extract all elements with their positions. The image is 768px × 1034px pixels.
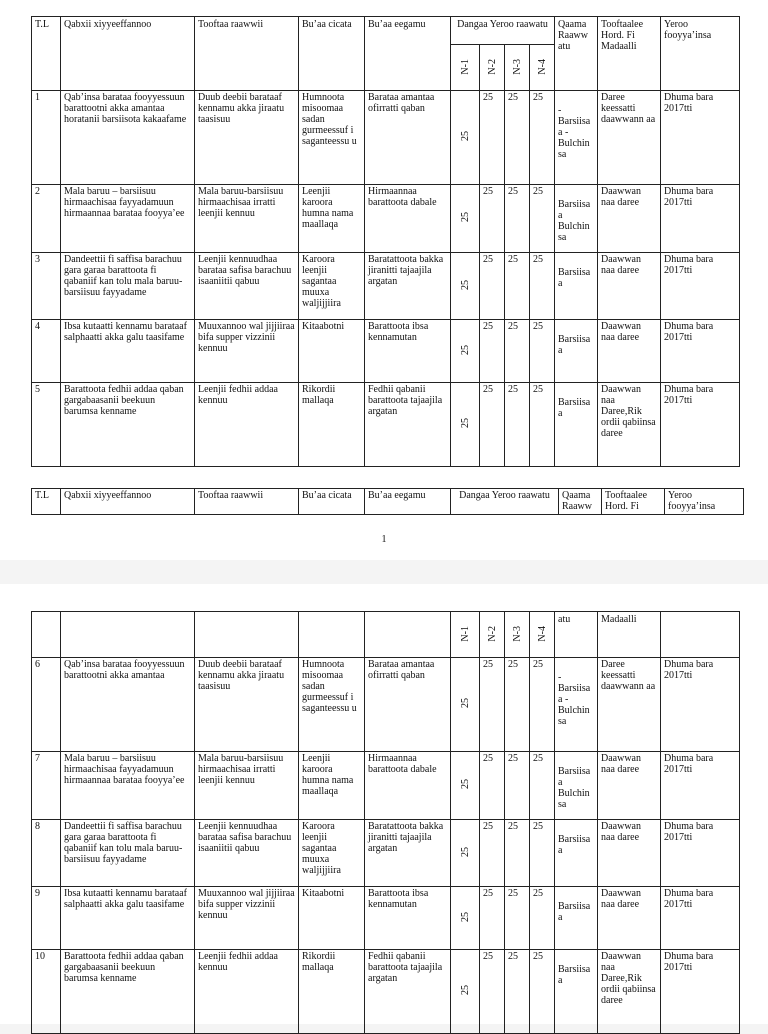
qabxii-cell: Mala baruu – barsiisuu hirmaachisaa fayyadamuun hirmaannaa barataa fooyya’ee xyxy=(61,752,195,820)
tooftaalee-cell: Daawwan naa daree xyxy=(598,887,661,950)
row-number: 3 xyxy=(32,253,61,320)
repeat-dangaa: Dangaa Yeroo raawatu xyxy=(451,489,559,515)
qaama-cell: Barsiisa a xyxy=(555,887,598,950)
cont-tl xyxy=(32,612,61,658)
cont-tooftaa xyxy=(195,612,299,658)
buaa-eegamu-cell: Barataa amantaa ofirratti qaban xyxy=(365,658,451,752)
row-number: 4 xyxy=(32,320,61,383)
repeat-qabxii: Qabxii xiyyeeffannoo xyxy=(61,489,195,515)
tooftaalee-cell: Daawwan naa daree xyxy=(598,820,661,887)
n1-cell xyxy=(451,820,480,887)
repeat-buaa-cicata: Bu’aa cicata xyxy=(299,489,365,515)
tooftaalee-cell: Daawwan naa daree xyxy=(598,320,661,383)
plan-table-header-repeat xyxy=(31,488,744,515)
table-row xyxy=(32,383,740,467)
n1-cell xyxy=(451,950,480,1034)
buaa-eegamu-cell: Hirmaannaa barattoota dabale xyxy=(365,185,451,253)
repeat-tooftaalee: Tooftaalee Hord. Fi xyxy=(602,489,665,515)
tooftaalee-cell: Daawwan naa Daree,Rik ordii qabiinsa daree xyxy=(598,950,661,1034)
tooftaalee-cell: Daawwan naa daree xyxy=(598,752,661,820)
n1-value: 25 xyxy=(459,279,471,290)
repeat-tooftaa: Tooftaa raawwii xyxy=(195,489,299,515)
yeroo-cell: Dhuma bara 2017tti xyxy=(661,185,740,253)
qabxii-cell: Ibsa kutaatti kennamu barataaf salphaatti akka galu taasifame xyxy=(61,887,195,950)
n4-cell: 25 xyxy=(530,752,555,820)
buaa-cicata-cell: Kitaabotni xyxy=(299,320,365,383)
header-n1: N-1 xyxy=(451,45,480,91)
buaa-eegamu-cell: Baratattoota bakka jiranitti tajaajila argatan xyxy=(365,820,451,887)
repeat-qaama: Qaama Raaww xyxy=(559,489,602,515)
n1-value: 25 xyxy=(459,418,471,428)
header-yeroo: Yeroo fooyya’insa xyxy=(661,17,740,91)
n4-cell: 25 xyxy=(530,820,555,887)
yeroo-cell: Dhuma bara 2017tti xyxy=(661,752,740,820)
n1-value: 25 xyxy=(459,779,471,789)
qabxii-cell: Mala baruu – barsiisuu hirmaachisaa fayyadamuun hirmaannaa barataa fooyya’ee xyxy=(61,185,195,253)
buaa-eegamu-cell: Baratattoota bakka jiranitti tajaajila argatan xyxy=(365,253,451,320)
buaa-cicata-cell: Karoora leenjii sagantaa muuxa waljijjiira xyxy=(299,820,365,887)
yeroo-cell: Dhuma bara 2017tti xyxy=(661,887,740,950)
qabxii-cell: Barattoota fedhii addaa qaban gargabaasanii beekuun barumsa kenname xyxy=(61,950,195,1034)
buaa-eegamu-cell: Fedhii qabanii barattoota tajaajila argatan xyxy=(365,383,451,467)
yeroo-cell: Dhuma bara 2017tti xyxy=(661,950,740,1034)
qaama-cell: Barsiisa a xyxy=(555,950,598,1034)
n1-cell xyxy=(451,887,480,950)
row-number: 6 xyxy=(32,658,61,752)
header-tooftaa: Tooftaa raawwii xyxy=(195,17,299,91)
row-number: 9 xyxy=(32,887,61,950)
buaa-eegamu-cell: Barataa amantaa ofirratti qaban xyxy=(365,91,451,185)
tooftaalee-cell: Daawwan naa daree xyxy=(598,253,661,320)
n1-value: 25 xyxy=(459,131,471,141)
header-buaa-cicata: Bu’aa cicata xyxy=(299,17,365,91)
row-number: 7 xyxy=(32,752,61,820)
buaa-cicata-cell: Karoora leenjii sagantaa muuxa waljijjiira xyxy=(299,253,365,320)
n4-cell: 25 xyxy=(530,91,555,185)
n1-cell xyxy=(451,658,480,752)
buaa-eegamu-cell: Fedhii qabanii barattoota tajaajila argatan xyxy=(365,950,451,1034)
cont-buaa-cicata xyxy=(299,612,365,658)
cont-tooftaalee: Madaalli xyxy=(598,612,661,658)
n3-cell: 25 xyxy=(505,91,530,185)
qaama-cell: Barsiisa a Bulchin sa xyxy=(555,752,598,820)
n4-cell: 25 xyxy=(530,185,555,253)
buaa-cicata-cell: Kitaabotni xyxy=(299,887,365,950)
qaama-cell: - Barsiisa a - Bulchin sa xyxy=(555,658,598,752)
n1-cell xyxy=(451,752,480,820)
header-n2: N-2 xyxy=(480,45,505,91)
qabxii-cell: Dandeettii fi saffisa barachuu gara garaa barattoota fi qabaniif kan tolu mala baruu- barsiisuu fayyadame xyxy=(61,253,195,320)
plan-table-page-2 xyxy=(31,611,740,1034)
yeroo-cell: Dhuma bara 2017tti xyxy=(661,91,740,185)
buaa-eegamu-cell: Hirmaannaa barattoota dabale xyxy=(365,752,451,820)
table-row xyxy=(32,887,740,950)
table-row xyxy=(32,950,740,1034)
n4-cell: 25 xyxy=(530,253,555,320)
header-tooftaalee: Tooftaalee Hord. Fi Madaalli xyxy=(598,17,661,91)
qabxii-cell: Qab’insa barataa fooyyessuun barattootni akka amantaa horatanii barsiisota kakaafame xyxy=(61,91,195,185)
n2-cell: 25 xyxy=(480,91,505,185)
n3-cell: 25 xyxy=(505,752,530,820)
tooftaa-cell: Duub deebii barataaf kennamu akka jiraatu taasisuu xyxy=(195,91,299,185)
tooftaalee-cell: Daree keessatti daawwann aa xyxy=(598,91,661,185)
row-number: 10 xyxy=(32,950,61,1034)
repeat-buaa-eegamu: Bu’aa eegamu xyxy=(365,489,451,515)
row-number: 5 xyxy=(32,383,61,467)
n2-cell: 25 xyxy=(480,383,505,467)
header-buaa-eegamu: Bu’aa eegamu xyxy=(365,17,451,91)
tooftaa-cell: Leenjii kennuudhaa barataa safisa barachuu isaaniitii qabuu xyxy=(195,820,299,887)
tooftaa-cell: Leenjii kennuudhaa barataa safisa barachuu isaaniitii qabuu xyxy=(195,253,299,320)
n1-value: 25 xyxy=(459,344,471,355)
n3-cell: 25 xyxy=(505,820,530,887)
n3-cell: 25 xyxy=(505,887,530,950)
table-row xyxy=(32,320,740,383)
n1-cell xyxy=(451,185,480,253)
yeroo-cell: Dhuma bara 2017tti xyxy=(661,820,740,887)
tooftaalee-cell: Daree keessatti daawwann aa xyxy=(598,658,661,752)
qaama-cell: Barsiisa a Bulchin sa xyxy=(555,185,598,253)
qabxii-cell: Qab’insa barataa fooyyessuun barattootni akka amantaa xyxy=(61,658,195,752)
buaa-cicata-cell: Rikordii mallaqa xyxy=(299,950,365,1034)
qabxii-cell: Ibsa kutaatti kennamu barataaf salphaatti akka galu taasifame xyxy=(61,320,195,383)
n3-cell: 25 xyxy=(505,253,530,320)
n1-value: 25 xyxy=(459,846,471,857)
qaama-cell: Barsiisa a xyxy=(555,383,598,467)
n3-cell: 25 xyxy=(505,185,530,253)
cont-yeroo xyxy=(661,612,740,658)
cont-n4: N-4 xyxy=(530,612,555,658)
header-tl: T.L xyxy=(32,17,61,91)
buaa-cicata-cell: Humnoota misoomaa sadan gurmeessuf i saganteessu u xyxy=(299,658,365,752)
table-row xyxy=(32,820,740,887)
n4-cell: 25 xyxy=(530,383,555,467)
cont-n3: N-3 xyxy=(505,612,530,658)
qaama-cell: Barsiisa a xyxy=(555,320,598,383)
n4-cell: 25 xyxy=(530,658,555,752)
n4-cell: 25 xyxy=(530,887,555,950)
n1-cell xyxy=(451,253,480,320)
n1-value: 25 xyxy=(459,698,471,708)
tooftaa-cell: Muuxannoo wal jijjiiraa bifa supper vizzinii kennuu xyxy=(195,320,299,383)
n2-cell: 25 xyxy=(480,820,505,887)
repeat-tl: T.L xyxy=(32,489,61,515)
row-number: 8 xyxy=(32,820,61,887)
buaa-cicata-cell: Leenjii karoora humna nama maallaqa xyxy=(299,752,365,820)
row-number: 1 xyxy=(32,91,61,185)
n2-cell: 25 xyxy=(480,658,505,752)
tooftaa-cell: Duub deebii barataaf kennamu akka jiraatu taasisuu xyxy=(195,658,299,752)
yeroo-cell: Dhuma bara 2017tti xyxy=(661,658,740,752)
yeroo-cell: Dhuma bara 2017tti xyxy=(661,383,740,467)
tooftaa-cell: Mala baruu-barsiisuu hirmaachisaa irratti leenjii kennuu xyxy=(195,752,299,820)
plan-table-page-1 xyxy=(31,16,740,467)
cont-qabxii xyxy=(61,612,195,658)
n3-cell: 25 xyxy=(505,658,530,752)
header-n4: N-4 xyxy=(530,45,555,91)
tooftaa-cell: Leenjii fedhii addaa kennuu xyxy=(195,383,299,467)
table-row xyxy=(32,185,740,253)
n2-cell: 25 xyxy=(480,950,505,1034)
tooftaalee-cell: Daawwan naa daree xyxy=(598,185,661,253)
n2-cell: 25 xyxy=(480,887,505,950)
buaa-cicata-cell: Humnoota misoomaa sadan gurmeessuf i saganteessu u xyxy=(299,91,365,185)
table-row xyxy=(32,658,740,752)
header-n3: N-3 xyxy=(505,45,530,91)
cont-n2: N-2 xyxy=(480,612,505,658)
yeroo-cell: Dhuma bara 2017tti xyxy=(661,253,740,320)
qaama-cell: Barsiisa a xyxy=(555,820,598,887)
n2-cell: 25 xyxy=(480,320,505,383)
tooftaalee-cell: Daawwan naa Daree,Rik ordii qabiinsa daree xyxy=(598,383,661,467)
qabxii-cell: Dandeettii fi saffisa barachuu gara garaa barattoota fi qabaniif kan tolu mala baruu- barsiisuu fayyadame xyxy=(61,820,195,887)
row-number: 2 xyxy=(32,185,61,253)
n2-cell: 25 xyxy=(480,752,505,820)
cont-buaa-eegamu xyxy=(365,612,451,658)
n1-cell xyxy=(451,383,480,467)
n1-cell xyxy=(451,91,480,185)
n2-cell: 25 xyxy=(480,185,505,253)
n4-cell: 25 xyxy=(530,320,555,383)
header-qaama: Qaama Raaww atu xyxy=(555,17,598,91)
cont-qaama: atu xyxy=(555,612,598,658)
document-page-2 xyxy=(0,584,768,1024)
tooftaa-cell: Leenjii fedhii addaa kennuu xyxy=(195,950,299,1034)
repeat-yeroo: Yeroo fooyya’insa xyxy=(665,489,744,515)
table-row xyxy=(32,752,740,820)
header-qabxii: Qabxii xiyyeeffannoo xyxy=(61,17,195,91)
cont-n1: N-1 xyxy=(451,612,480,658)
tooftaa-cell: Muuxannoo wal jijjiiraa bifa supper vizzinii kennuu xyxy=(195,887,299,950)
yeroo-cell: Dhuma bara 2017tti xyxy=(661,320,740,383)
n3-cell: 25 xyxy=(505,320,530,383)
tooftaa-cell: Mala baruu-barsiisuu hirmaachisaa irratti leenjii kennuu xyxy=(195,185,299,253)
qaama-cell: - Barsiisa a - Bulchin sa xyxy=(555,91,598,185)
n1-value: 25 xyxy=(459,985,471,995)
buaa-eegamu-cell: Barattoota ibsa kennamutan xyxy=(365,320,451,383)
table-row xyxy=(32,253,740,320)
n1-cell xyxy=(451,320,480,383)
n1-value: 25 xyxy=(459,911,471,922)
n3-cell: 25 xyxy=(505,950,530,1034)
header-dangaa-yeroo: Dangaa Yeroo raawatu xyxy=(451,17,555,45)
table-row xyxy=(32,91,740,185)
page-number: 1 xyxy=(381,534,387,545)
qabxii-cell: Barattoota fedhii addaa qaban gargabaasanii beekuun barumsa kenname xyxy=(61,383,195,467)
buaa-cicata-cell: Leenjii karoora humna nama maallaqa xyxy=(299,185,365,253)
buaa-eegamu-cell: Barattoota ibsa kennamutan xyxy=(365,887,451,950)
n2-cell: 25 xyxy=(480,253,505,320)
buaa-cicata-cell: Rikordii mallaqa xyxy=(299,383,365,467)
n4-cell: 25 xyxy=(530,950,555,1034)
n1-value: 25 xyxy=(459,212,471,222)
n3-cell: 25 xyxy=(505,383,530,467)
qaama-cell: Barsiisa a xyxy=(555,253,598,320)
